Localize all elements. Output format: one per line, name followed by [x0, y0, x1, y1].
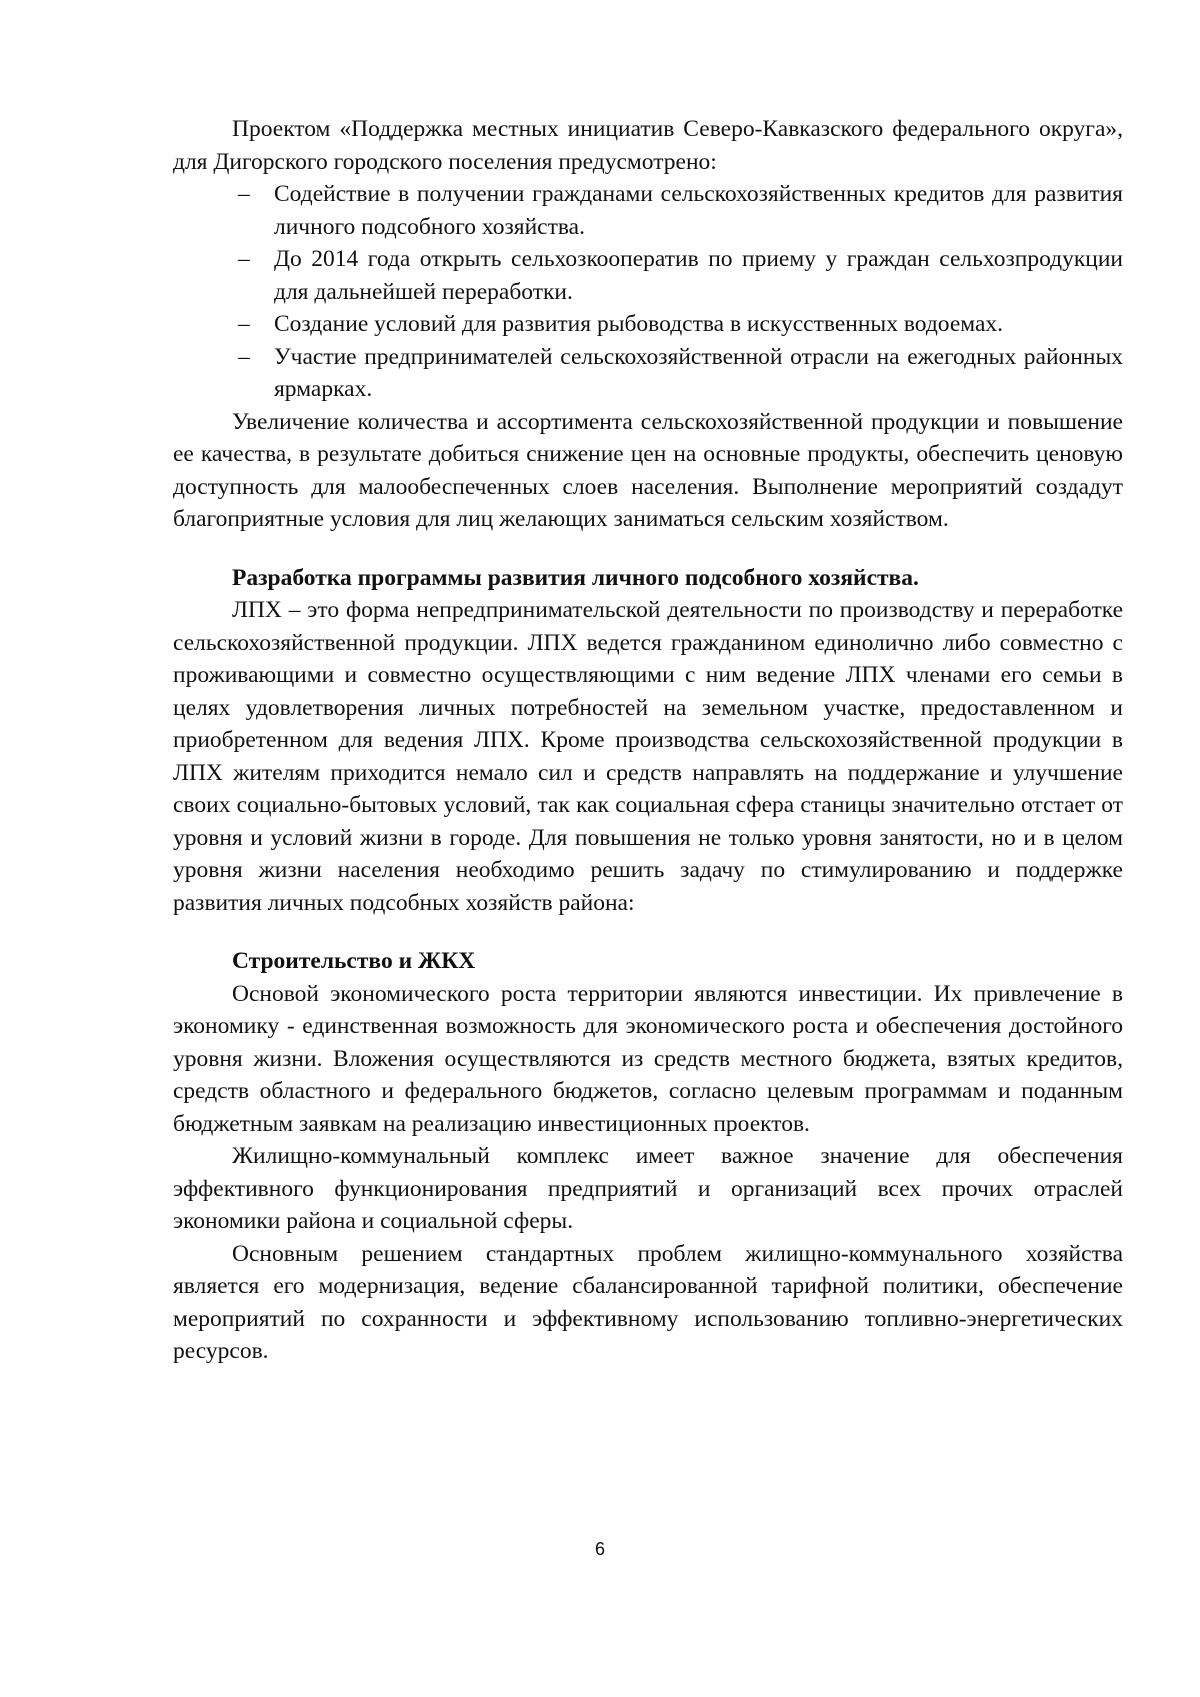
- list-dash: –: [238, 181, 250, 207]
- housing-complex-paragraph: Жилищно-коммунальный комплекс имеет важное значение для обеспечения эффективного функционирования предприятий и организаций всех прочих отраслей экономики района и социальной сферы.: [173, 1143, 1123, 1234]
- list-item: [173, 341, 1123, 406]
- section-heading-construction: Строительство и ЖКХ: [232, 948, 476, 974]
- intro-paragraph: Проектом «Поддержка местных инициатив Северо-Кавказского федерального округа», для Дигорского городского поселения предусмотрено:: [173, 116, 1123, 175]
- list-dash: –: [238, 246, 250, 272]
- section-heading-lph: Разработка программы развития личного подсобного хозяйства.: [232, 564, 919, 591]
- lph-paragraph: ЛПХ – это форма непредпринимательской деятельности по производству и переработке сельскохозяйственной продукции. ЛПХ ведется гражданином единолично либо совместно с проживающими и совместно осуществляющими с ним ведение ЛПХ членами его семьи в целях удовлетворения личных потребностей на земельном участке, предоставленном и приобретенном для ведения ЛПХ. Кроме производства сельскохозяйственной продукции в ЛПХ жителям приходится немало сил и средств направлять на поддержание и улучшение своих социально-бытовых условий, так как социальная сфера станицы значительно отстает от уровня и условий жизни в городе. Для повышения не только уровня занятости, но и в целом уровня жизни населения необходимо решить задачу по стимулированию и поддержке развития личных подсобных хозяйств района:: [173, 597, 1123, 916]
- measures-list: [173, 178, 1123, 406]
- list-item-text: Создание условий для развития рыбоводства в искусственных водоемах.: [274, 311, 1004, 337]
- list-dash: –: [238, 311, 250, 337]
- list-item: [173, 178, 1123, 243]
- investment-paragraph: Основой экономического роста территории являются инвестиции. Их привлечение в экономику - единственная возможность для экономического роста и обеспечения достойного уровня жизни. Вложения осуществляются из средств местного бюджета, взятых кредитов, средств областного и федерального бюджетов, согласно целевым программам и поданным бюджетным заявкам на реализацию инвестиционных проектов.: [173, 980, 1123, 1137]
- list-item: [173, 243, 1123, 308]
- list-item: [173, 308, 1123, 341]
- text-column: [173, 113, 1123, 1368]
- modernization-paragraph: Основным решением стандартных проблем жилищно-коммунального хозяйства является его модернизация, ведение сбалансированной тарифной политики, обеспечение мероприятий по сохранности и эффективному использованию топливно-энергетических ресурсов.: [173, 1240, 1123, 1364]
- list-item-text: До 2014 года открыть сельхозкооператив по приему у граждан сельхозпродукции для дальнейшей переработки.: [274, 246, 1123, 305]
- section-spacer: [173, 919, 1123, 945]
- increase-paragraph: Увеличение количества и ассортимента сельскохозяйственной продукции и повышение ее качества, в результате добиться снижение цен на основные продукты, обеспечить ценовую доступность для малообеспеченных слоев населения. Выполнение мероприятий создадут благоприятные условия для лиц желающих заниматься сельским хозяйством.: [173, 408, 1123, 532]
- section-spacer: [173, 536, 1123, 562]
- page-number: 6: [594, 1539, 605, 1559]
- list-item-text: Участие предпринимателей сельскохозяйственной отрасли на ежегодных районных ярмарках.: [274, 343, 1123, 402]
- list-item-text: Содействие в получении гражданами сельскохозяйственных кредитов для развития личного подсобного хозяйства.: [274, 181, 1123, 240]
- list-dash: –: [238, 343, 250, 370]
